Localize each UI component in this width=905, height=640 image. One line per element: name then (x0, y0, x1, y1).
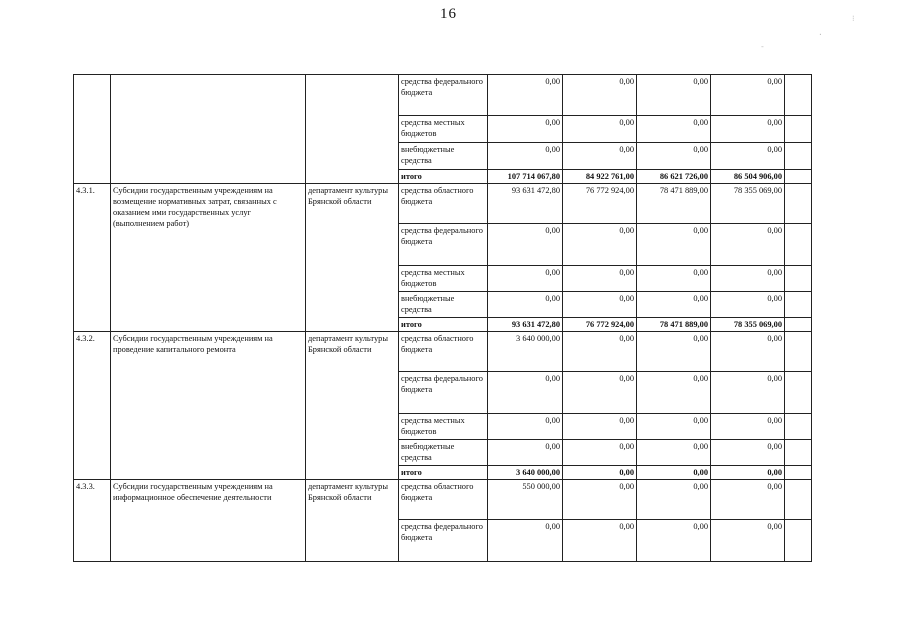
amount-cell: 78 471 889,00 (637, 184, 711, 224)
amount-cell: 76 772 924,00 (563, 184, 637, 224)
funding-source-cell: средства областного бюджета (399, 332, 488, 372)
empty-cell (785, 440, 812, 466)
amount-cell: 0,00 (637, 143, 711, 170)
funding-source-cell: итого (399, 170, 488, 184)
amount-cell: 3 640 000,00 (488, 332, 563, 372)
funding-source-cell: средства федерального бюджета (399, 372, 488, 414)
funding-source-cell: внебюджетные средства (399, 440, 488, 466)
amount-cell: 0,00 (637, 372, 711, 414)
amount-cell: 0,00 (637, 332, 711, 372)
amount-cell: 0,00 (711, 466, 785, 480)
amount-cell: 0,00 (711, 372, 785, 414)
amount-cell: 0,00 (488, 440, 563, 466)
amount-cell: 0,00 (711, 116, 785, 143)
amount-cell: 0,00 (488, 266, 563, 292)
amount-cell: 0,00 (711, 75, 785, 116)
amount-cell: 550 000,00 (488, 480, 563, 520)
amount-cell: 0,00 (637, 75, 711, 116)
empty-cell (785, 143, 812, 170)
amount-cell: 0,00 (563, 372, 637, 414)
amount-cell: 0,00 (563, 292, 637, 318)
amount-cell: 93 631 472,80 (488, 318, 563, 332)
amount-cell: 78 471 889,00 (637, 318, 711, 332)
item-number-cell: 4.3.3. (74, 480, 111, 562)
amount-cell: 0,00 (711, 292, 785, 318)
amount-cell: 0,00 (637, 480, 711, 520)
amount-cell: 0,00 (711, 414, 785, 440)
amount-cell: 0,00 (488, 520, 563, 562)
amount-cell: 0,00 (488, 292, 563, 318)
amount-cell: 0,00 (488, 224, 563, 266)
amount-cell: 0,00 (488, 75, 563, 116)
empty-cell (785, 414, 812, 440)
amount-cell: 0,00 (711, 224, 785, 266)
empty-cell (785, 466, 812, 480)
empty-cell (785, 170, 812, 184)
funding-source-cell: итого (399, 318, 488, 332)
table-row (74, 184, 812, 224)
amount-cell: 0,00 (563, 143, 637, 170)
scan-mark: - (760, 42, 765, 51)
page-number: 16 (440, 6, 457, 22)
amount-cell: 0,00 (637, 520, 711, 562)
amount-cell: 0,00 (488, 116, 563, 143)
amount-cell: 78 355 069,00 (711, 318, 785, 332)
amount-cell: 0,00 (637, 266, 711, 292)
funding-source-cell: средства областного бюджета (399, 184, 488, 224)
amount-cell: 0,00 (637, 440, 711, 466)
item-name-cell: Субсидии государственным учреждениям на информационное обеспечение деятельности (111, 480, 306, 562)
table-row (74, 480, 812, 520)
item-name-cell (111, 75, 306, 184)
amount-cell: 78 355 069,00 (711, 184, 785, 224)
funding-source-cell: средства местных бюджетов (399, 266, 488, 292)
amount-cell: 86 621 726,00 (637, 170, 711, 184)
amount-cell: 0,00 (563, 480, 637, 520)
amount-cell: 0,00 (488, 414, 563, 440)
amount-cell: 0,00 (488, 372, 563, 414)
empty-cell (785, 480, 812, 520)
amount-cell: 86 504 906,00 (711, 170, 785, 184)
amount-cell: 0,00 (711, 143, 785, 170)
empty-cell (785, 116, 812, 143)
amount-cell: 0,00 (637, 116, 711, 143)
funding-source-cell: средства федерального бюджета (399, 75, 488, 116)
executor-cell (306, 75, 399, 184)
amount-cell: 107 714 067,80 (488, 170, 563, 184)
amount-cell: 0,00 (711, 480, 785, 520)
item-name-cell: Субсидии государственным учреждениям на возмещение нормативных затрат, связанных с оказанием ими государственных услуг (выполнением работ) (111, 184, 306, 332)
budget-table (73, 74, 812, 562)
funding-source-cell: итого (399, 466, 488, 480)
funding-source-cell: средства федерального бюджета (399, 520, 488, 562)
amount-cell: 0,00 (488, 143, 563, 170)
funding-source-cell: средства федерального бюджета (399, 224, 488, 266)
empty-cell (785, 266, 812, 292)
item-number-cell (74, 75, 111, 184)
amount-cell: 0,00 (563, 224, 637, 266)
executor-cell: департамент культуры Брянской области (306, 332, 399, 480)
scan-mark: ⁝ (852, 14, 855, 23)
amount-cell: 0,00 (637, 414, 711, 440)
empty-cell (785, 75, 812, 116)
executor-cell: департамент культуры Брянской области (306, 184, 399, 332)
executor-cell: департамент культуры Брянской области (306, 480, 399, 562)
amount-cell: 0,00 (563, 414, 637, 440)
amount-cell: 0,00 (711, 266, 785, 292)
amount-cell: 0,00 (711, 520, 785, 562)
amount-cell: 84 922 761,00 (563, 170, 637, 184)
amount-cell: 0,00 (637, 466, 711, 480)
amount-cell: 93 631 472,80 (488, 184, 563, 224)
funding-source-cell: средства областного бюджета (399, 480, 488, 520)
empty-cell (785, 292, 812, 318)
empty-cell (785, 520, 812, 562)
amount-cell: 0,00 (563, 266, 637, 292)
funding-source-cell: внебюджетные средства (399, 143, 488, 170)
empty-cell (785, 184, 812, 224)
empty-cell (785, 332, 812, 372)
table-row (74, 75, 812, 116)
amount-cell: 0,00 (711, 440, 785, 466)
amount-cell: 0,00 (637, 224, 711, 266)
amount-cell: 0,00 (563, 332, 637, 372)
amount-cell: 0,00 (563, 520, 637, 562)
amount-cell: 0,00 (563, 116, 637, 143)
amount-cell: 3 640 000,00 (488, 466, 563, 480)
amount-cell: 0,00 (563, 466, 637, 480)
amount-cell: 0,00 (563, 440, 637, 466)
amount-cell: 0,00 (563, 75, 637, 116)
amount-cell: 76 772 924,00 (563, 318, 637, 332)
amount-cell: 0,00 (711, 332, 785, 372)
item-name-cell: Субсидии государственным учреждениям на проведение капитального ремонта (111, 332, 306, 480)
funding-source-cell: средства местных бюджетов (399, 116, 488, 143)
amount-cell: 0,00 (637, 292, 711, 318)
scan-mark: · (818, 30, 823, 39)
empty-cell (785, 372, 812, 414)
table-row (74, 332, 812, 372)
funding-source-cell: средства местных бюджетов (399, 414, 488, 440)
empty-cell (785, 224, 812, 266)
item-number-cell: 4.3.2. (74, 332, 111, 480)
item-number-cell: 4.3.1. (74, 184, 111, 332)
funding-source-cell: внебюджетные средства (399, 292, 488, 318)
empty-cell (785, 318, 812, 332)
